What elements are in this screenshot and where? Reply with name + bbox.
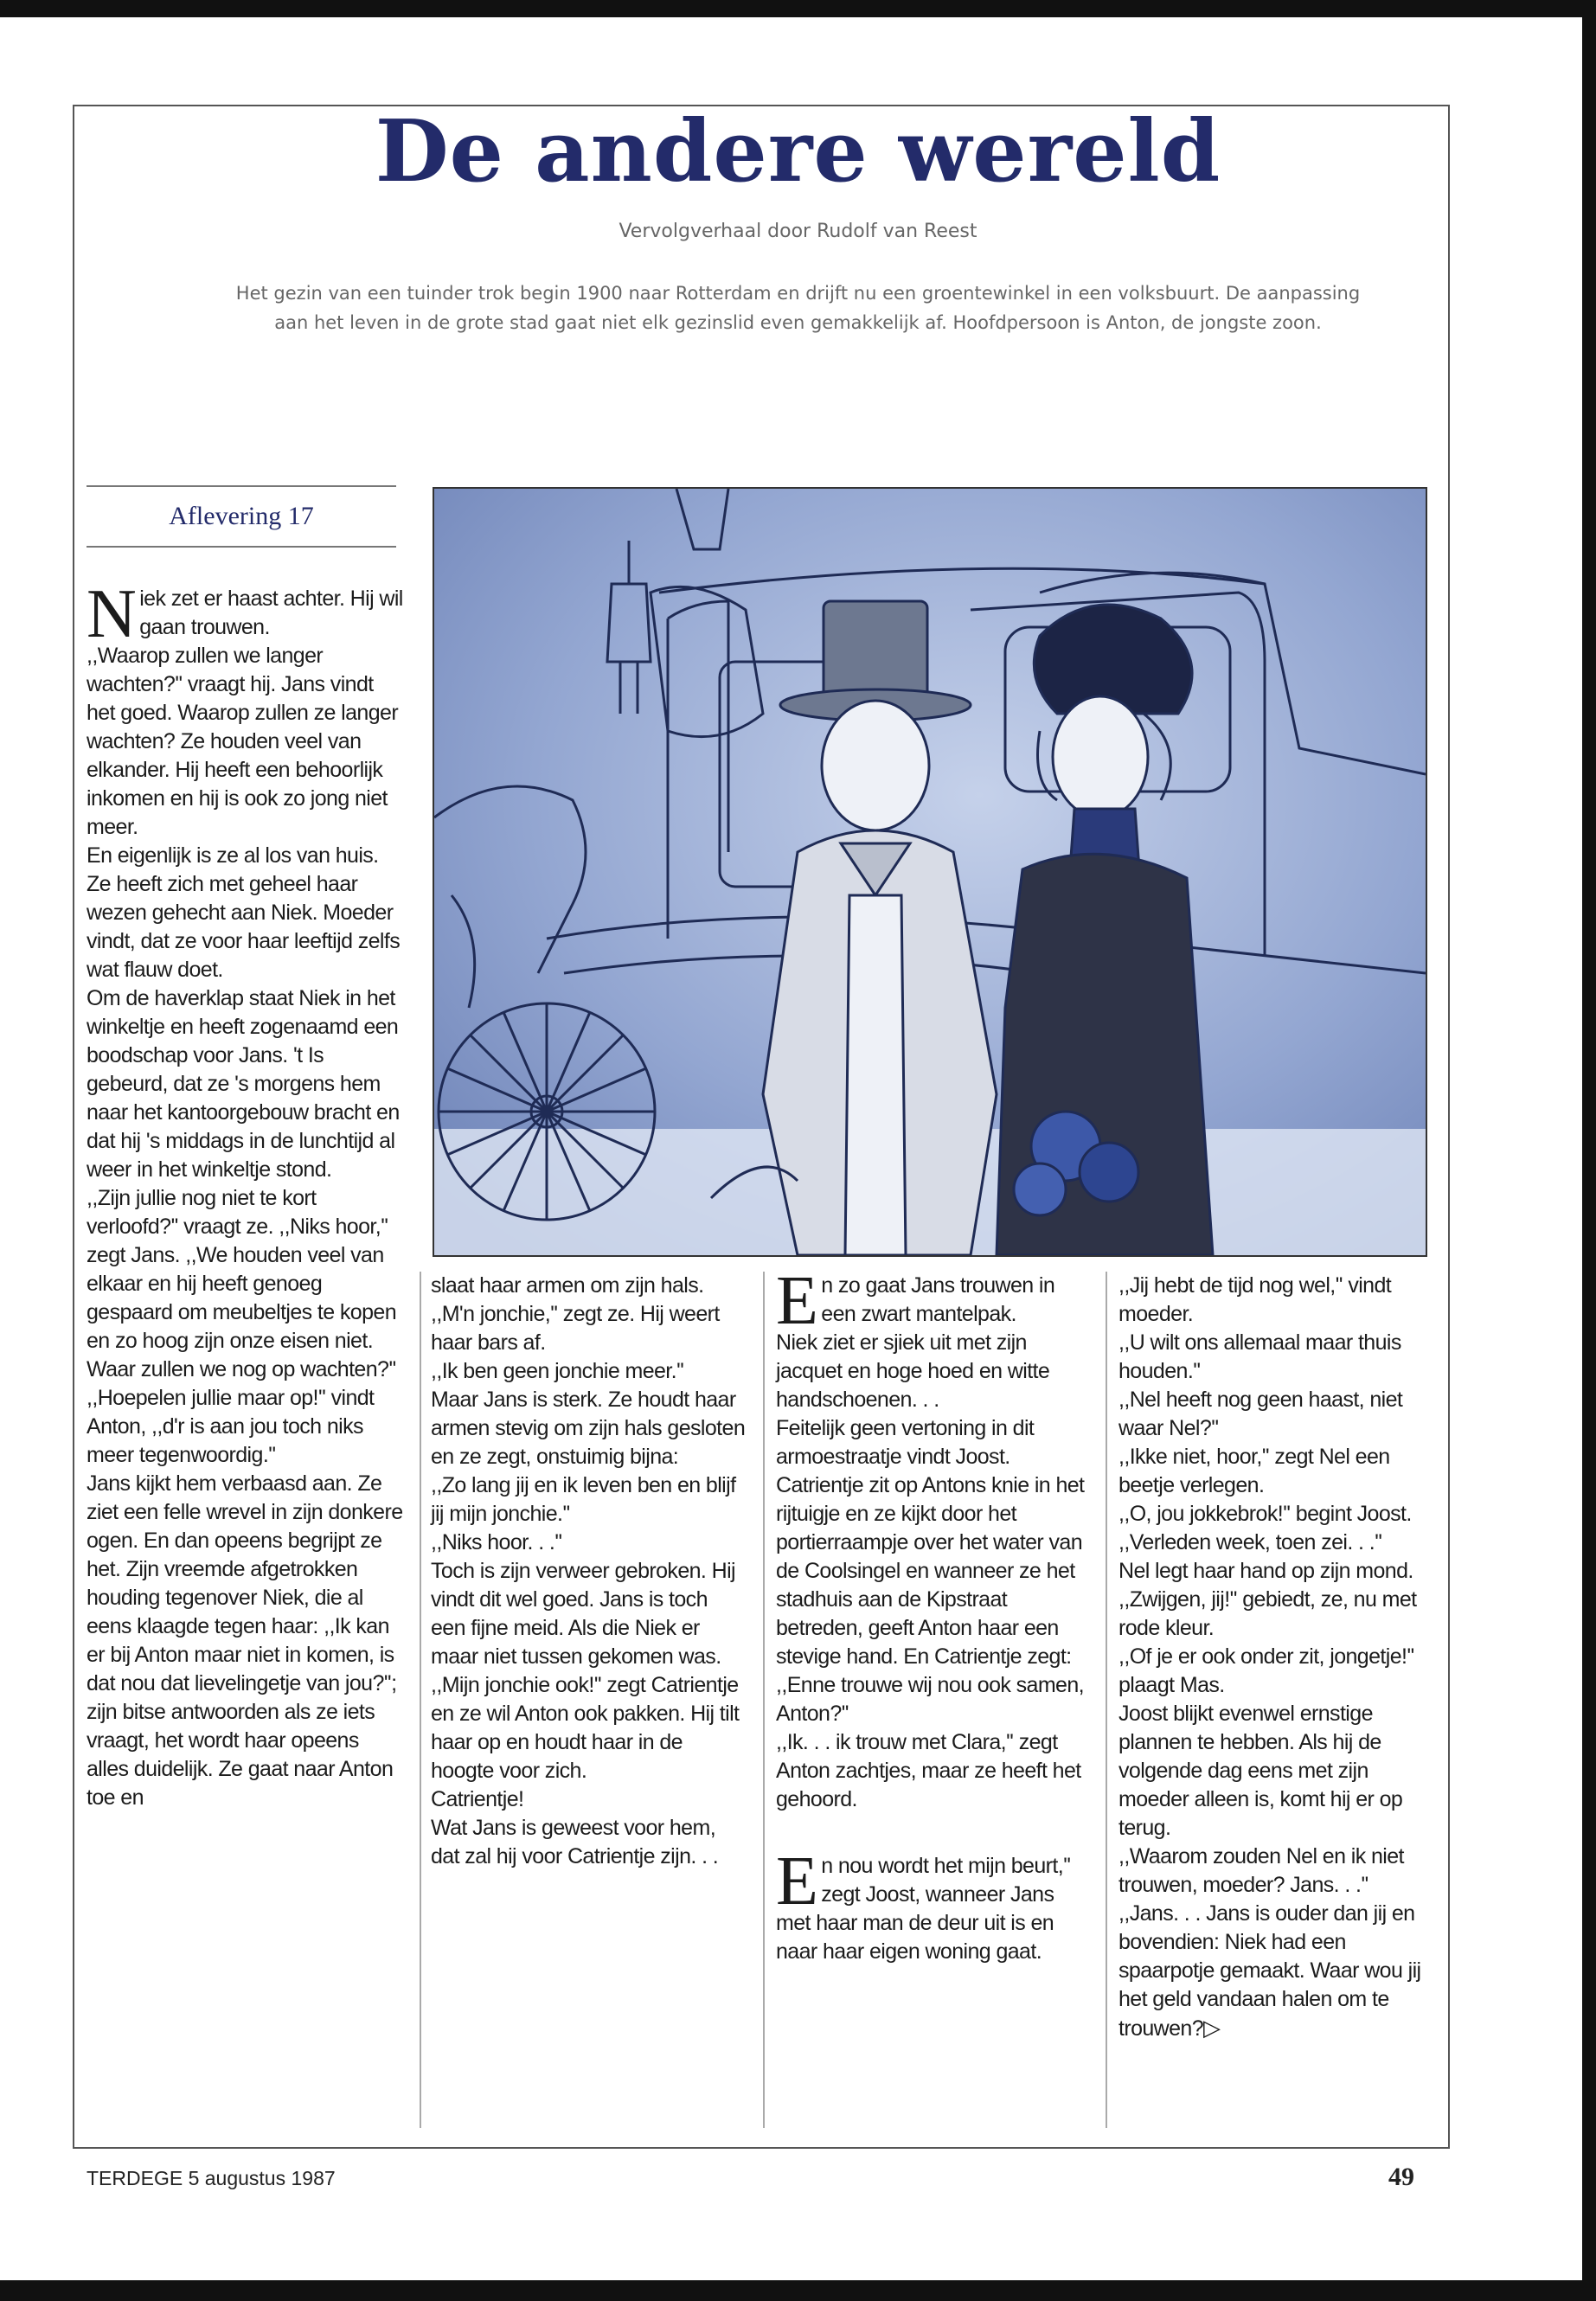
scan-edge-top: [0, 0, 1596, 17]
paragraph-section-start: [776, 1843, 1093, 1966]
paragraph: ,,Waarom zouden Nel en ik niet trouwen, moeder? Jans. . .'': [1118, 1844, 1404, 1897]
column-divider: [420, 1272, 421, 2128]
paragraph: ,,O, jou jokkebrok!'' begint Joost. ,,Verleden week, toen zei. . .'': [1118, 1502, 1412, 1554]
illustration: [433, 487, 1427, 1257]
paragraph: Nel legt haar hand op zijn mond.: [1118, 1559, 1413, 1583]
column-divider: [1106, 1272, 1107, 2128]
paragraph: ,,M'n jonchie,'' zegt ze. Hij weert haar bars af.: [431, 1302, 720, 1355]
paragraph: ,,Zwijgen, jij!'' gebiedt, ze, nu met rode kleur.: [1118, 1587, 1417, 1640]
paragraph-lead: n nou wordt het mijn beurt,'' zegt Joost, wanneer Jans met haar man de deur uit is en naar haar eigen woning gaat.: [776, 1854, 1071, 1964]
carriage-couple-illustration: [434, 489, 1426, 1255]
drop-cap: E: [776, 1263, 818, 1339]
paragraph-text: ,,Jans. . . Jans is ouder dan jij en bovendien: Niek had een spaarpotje gemaakt. Waar wou jij het geld vandaan halen om te trouwen?: [1118, 1901, 1421, 2041]
paragraph: ,,Waarop zullen we langer wachten?'' vraagt hij. Jans vindt het goed. Waarop zullen ze langer wachten? Ze houden veel van elkander. Hij heeft een behoorlijk inkomen en hij is ook zo jong niet meer.: [87, 644, 399, 839]
paragraph: Catrientje zit op Antons knie in het rijtuigje en ze kijkt door het portierraampje over het water van de Coolsingel en wanneer ze het stadhuis aan de Kipstraat betreden, geeft Anton haar een stevige hand. En Catrientje zegt: ,,Enne trouwe wij nou ook samen, Anton?'': [776, 1473, 1085, 1726]
paragraph: Feitelijk geen vertoning in dit armoestraatje vindt Joost.: [776, 1416, 1035, 1469]
paragraph: ,,Ikke niet, hoor,'' zegt Nel een beetje verlegen.: [1118, 1445, 1390, 1497]
text-column-2: [431, 1272, 747, 1871]
paragraph: ,,Ik. . . ik trouw met Clara,'' zegt Anton zachtjes, maar ze heeft het gehoord.: [776, 1730, 1081, 1811]
drop-cap: N: [87, 576, 137, 652]
intro-text: Het gezin van een tuinder trok begin 1900 naar Rotterdam en drijft nu een groentewinkel in een volksbuurt. De aanpassing aan het leven in de grote stad gaat niet elk gezinslid even gemakkelijk af. Hoofdpersoon is Anton, de jongste zoon.: [235, 283, 1361, 333]
paragraph: ,,Ik ben geen jonchie meer.'': [431, 1359, 684, 1383]
text-column-4: [1118, 1272, 1444, 2043]
paragraph: ,,Of je er ook onder zit, jongetje!'' plaagt Mas.: [1118, 1644, 1414, 1697]
drop-cap: E: [776, 1843, 818, 1920]
paragraph: Toch is zijn verweer gebroken. Hij vindt dit wel goed. Jans is toch een fijne meid. Als die Niek er maar niet tussen gekomen was.: [431, 1559, 735, 1669]
paragraph: Jans kijkt hem verbaasd aan. Ze ziet een felle wrevel in zijn donkere ogen. En dan opeens begrijpt ze het. Zijn vreemde afgetrokken houding tegenover Niek, die al eens klaagde tegen haar: ,,Ik kan er bij Anton maar niet in komen, is dat nou dat lievelingetje van jou?''; zijn bitse antwoorden als ze iets vraagt, het wordt haar opeens alles duidelijk. Ze gaat naar Anton toe en: [87, 1471, 403, 1810]
paragraph-last: [1118, 1900, 1444, 2043]
continue-arrow-icon: ▷: [1203, 2015, 1221, 2041]
paragraph-section-start: [776, 1263, 1093, 1339]
footer-publication: TERDEGE 5 augustus 1987: [87, 2167, 336, 2189]
paragraph: En eigenlijk is ze al los van huis.: [87, 843, 379, 868]
paragraph: ,,Jij hebt de tijd nog wel,'' vindt moeder.: [1118, 1273, 1392, 1326]
paragraph: Maar Jans is sterk. Ze houdt haar armen stevig om zijn hals gesloten en ze zegt, onstuimig bijna:: [431, 1388, 746, 1469]
paragraph: ,,U wilt ons allemaal maar thuis houden.'': [1118, 1330, 1401, 1383]
paragraph: Wat Jans is geweest voor hem, dat zal hij voor Catrientje zijn. . .: [431, 1816, 719, 1868]
paragraph-opening: [87, 576, 403, 652]
scan-edge-right: [1582, 0, 1596, 2301]
scan-edge-bottom: [0, 2280, 1596, 2301]
paragraph-lead: iek zet er haast achter. Hij wil gaan trouwen.: [139, 586, 403, 639]
paragraph: Catrientje!: [431, 1787, 524, 1811]
paragraph: Om de haverklap staat Niek in het winkeltje en heeft zogenaamd een boodschap voor Jans. 't Is gebeurd, dat ze 's morgens hem naar het kantoorgebouw bracht en dat hij 's middags in de lunchtijd al weer in het winkeltje stond.: [87, 986, 400, 1182]
article-title: De andere wereld: [375, 102, 1221, 202]
byline: Vervolgverhaal door Rudolf van Reest: [619, 221, 977, 242]
paragraph: Joost blijkt evenwel ernstige plannen te hebben. Als hij de volgende dag eens met zijn moeder alleen is, komt hij er op terug.: [1118, 1702, 1403, 1840]
text-column-3: [776, 1263, 1093, 1966]
episode-label: Aflevering 17: [87, 485, 396, 548]
paragraph: ,,Niks hoor. . .'': [431, 1530, 562, 1554]
paragraph: ,,Mijn jonchie ook!'' zegt Catrientje en ze wil Anton ook pakken. Hij tilt haar op en houdt haar in de hoogte voor zich.: [431, 1673, 740, 1783]
paragraph: ,,Zijn jullie nog niet te kort verloofd?'' vraagt ze. ,,Niks hoor,'' zegt Jans. ,,We houden veel van elkaar en hij heeft genoeg gespaard om meubeltjes te kopen en zo hoog zijn onze eisen niet. Waar zullen we nog op wachten?'': [87, 1186, 397, 1381]
paragraph-lead: n zo gaat Jans trouwen in een zwart mantelpak.: [821, 1273, 1055, 1326]
paragraph: slaat haar armen om zijn hals.: [431, 1273, 704, 1298]
paragraph: Ze heeft zich met geheel haar wezen gehecht aan Niek. Moeder vindt, dat ze voor haar leeftijd zelfs wat flauw doet.: [87, 872, 401, 982]
paragraph: ,,Hoepelen jullie maar op!'' vindt Anton, ,,d'r is aan jou toch niks meer tegenwoordig.'': [87, 1386, 375, 1467]
column-divider: [763, 1272, 765, 2128]
paragraph: ,,Zo lang jij en ik leven ben en blijf jij mijn jonchie.'': [431, 1473, 736, 1526]
page-number: 49: [1388, 2163, 1414, 2191]
text-column-1: [87, 576, 403, 1812]
paragraph: Niek ziet er sjiek uit met zijn jacquet en hoge hoed en witte handschoenen. . .: [776, 1330, 1050, 1412]
paragraph: ,,Nel heeft nog geen haast, niet waar Nel?'': [1118, 1388, 1403, 1440]
